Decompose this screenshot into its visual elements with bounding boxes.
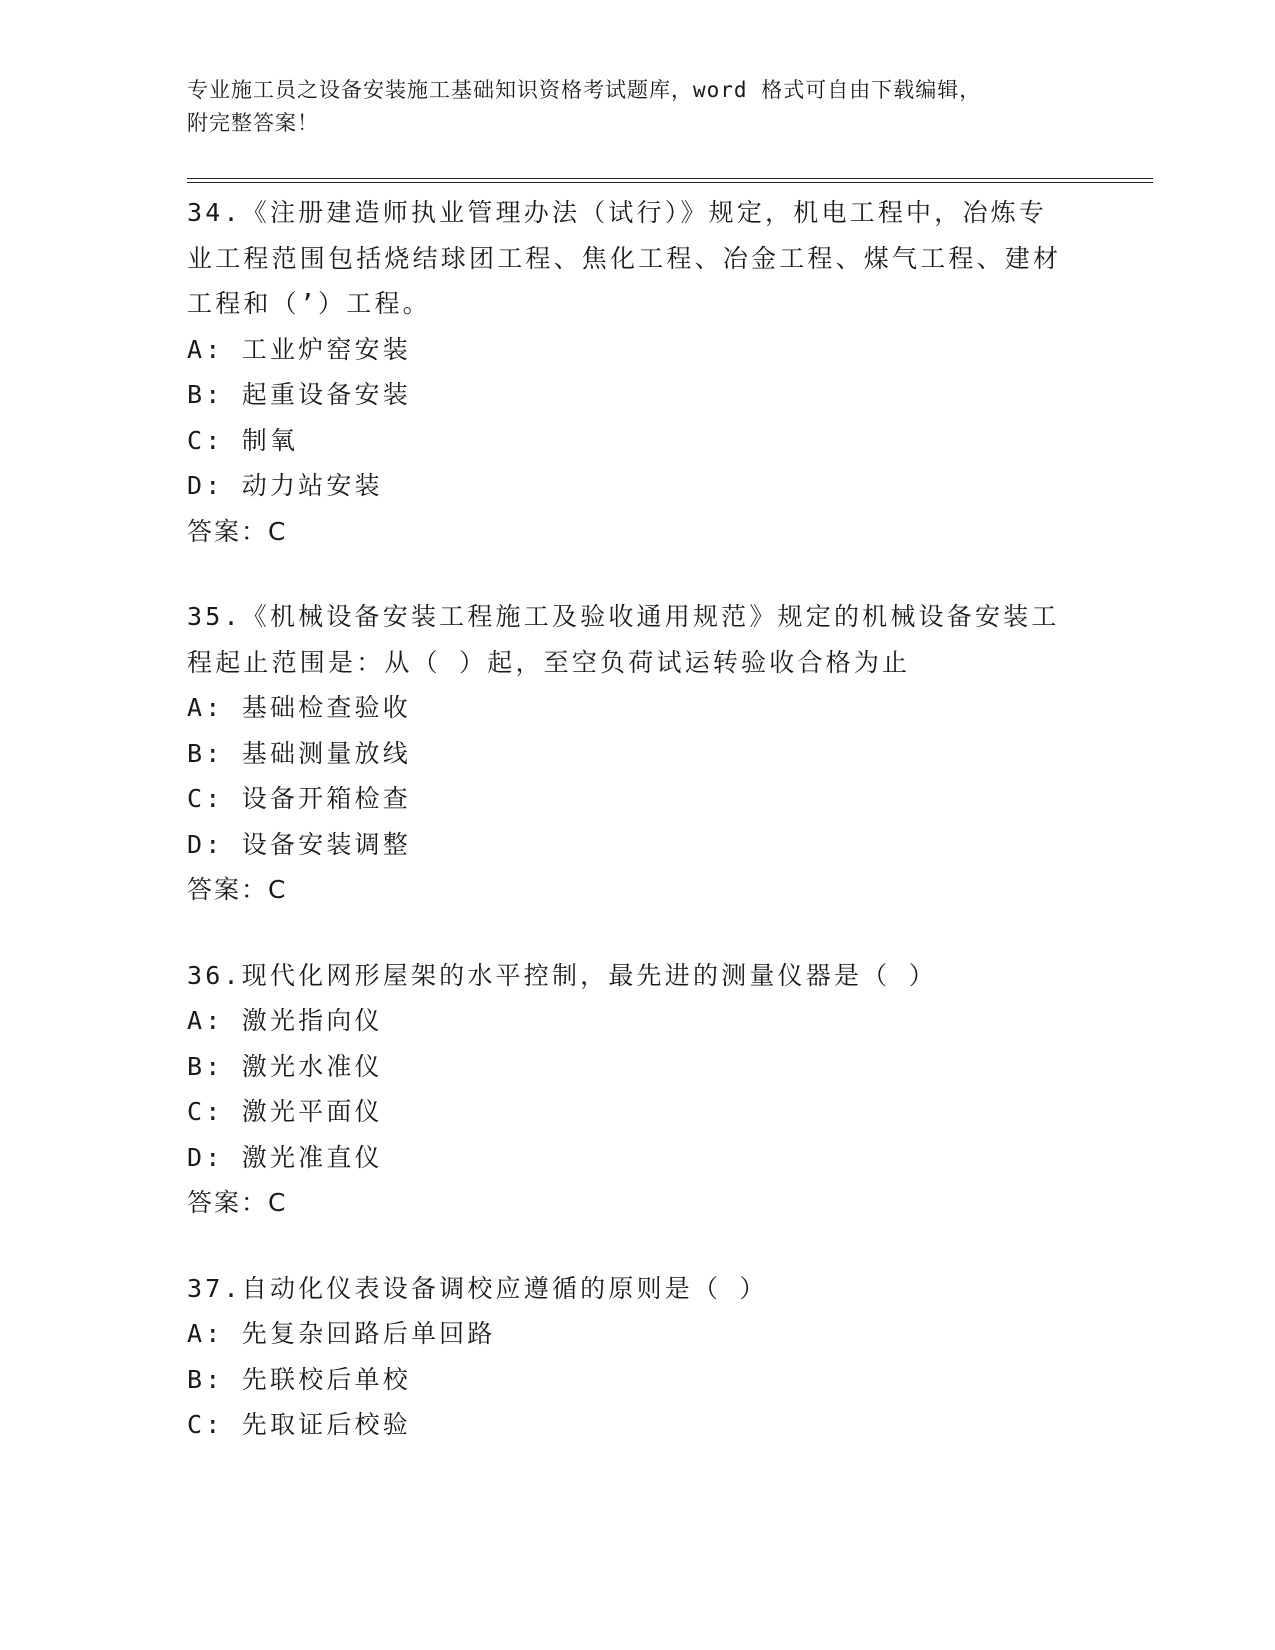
option-b: B: 起重设备安装: [187, 380, 411, 409]
option-a: A: 激光指向仪: [187, 1006, 383, 1035]
option-b: B: 激光水准仪: [187, 1051, 383, 1081]
question-35: [187, 594, 1147, 913]
answer: 答案：C: [187, 516, 288, 546]
option-b: B: 先联校后单校: [187, 1364, 411, 1394]
option-a: A: 工业炉窑安装: [187, 334, 411, 364]
header-line-1: 专业施工员之设备安装施工基础知识资格考试题库，word 格式可自由下载编辑，: [187, 78, 982, 102]
question-34: [187, 190, 1147, 554]
option-c: C: 先取证后校验: [187, 1410, 411, 1439]
question-stem: 37.自动化仪表设备调校应遵循的原则是（ ）: [187, 1273, 768, 1303]
option-c: C: 设备开箱检查: [187, 784, 411, 813]
header-line-2: 附完整答案！: [187, 111, 319, 135]
option-c: C: 制氧: [187, 425, 299, 455]
option-b: B: 基础测量放线: [187, 738, 411, 768]
option-d: D: 设备安装调整: [187, 829, 411, 859]
question-stem: 35.《机械设备安装工程施工及验收通用规范》规定的机械设备安装工程起止范围是：从（ ）起，至空负荷试运转验收合格为止: [187, 602, 1060, 677]
option-c: C: 激光平面仪: [187, 1097, 383, 1126]
question-37: [187, 1266, 1147, 1448]
document-header: [187, 74, 1087, 140]
answer: 答案：C: [187, 875, 288, 904]
option-d: D: 激光准直仪: [187, 1142, 383, 1172]
answer: 答案：C: [187, 1188, 288, 1217]
option-a: A: 基础检查验收: [187, 693, 411, 722]
question-stem: 34.《注册建造师执业管理办法（试行）》规定，机电工程中，冶炼专业工程范围包括烧结球团工程、焦化工程、冶金工程、煤气工程、建材工程和（’）工程。: [187, 198, 1062, 318]
header-divider: [187, 178, 1153, 183]
question-list: [187, 190, 1147, 1488]
option-a: A: 先复杂回路后单回路: [187, 1319, 496, 1348]
question-stem: 36.现代化网形屋架的水平控制，最先进的测量仪器是（ ）: [187, 960, 937, 990]
option-d: D: 动力站安装: [187, 471, 383, 500]
question-36: [187, 953, 1147, 1226]
